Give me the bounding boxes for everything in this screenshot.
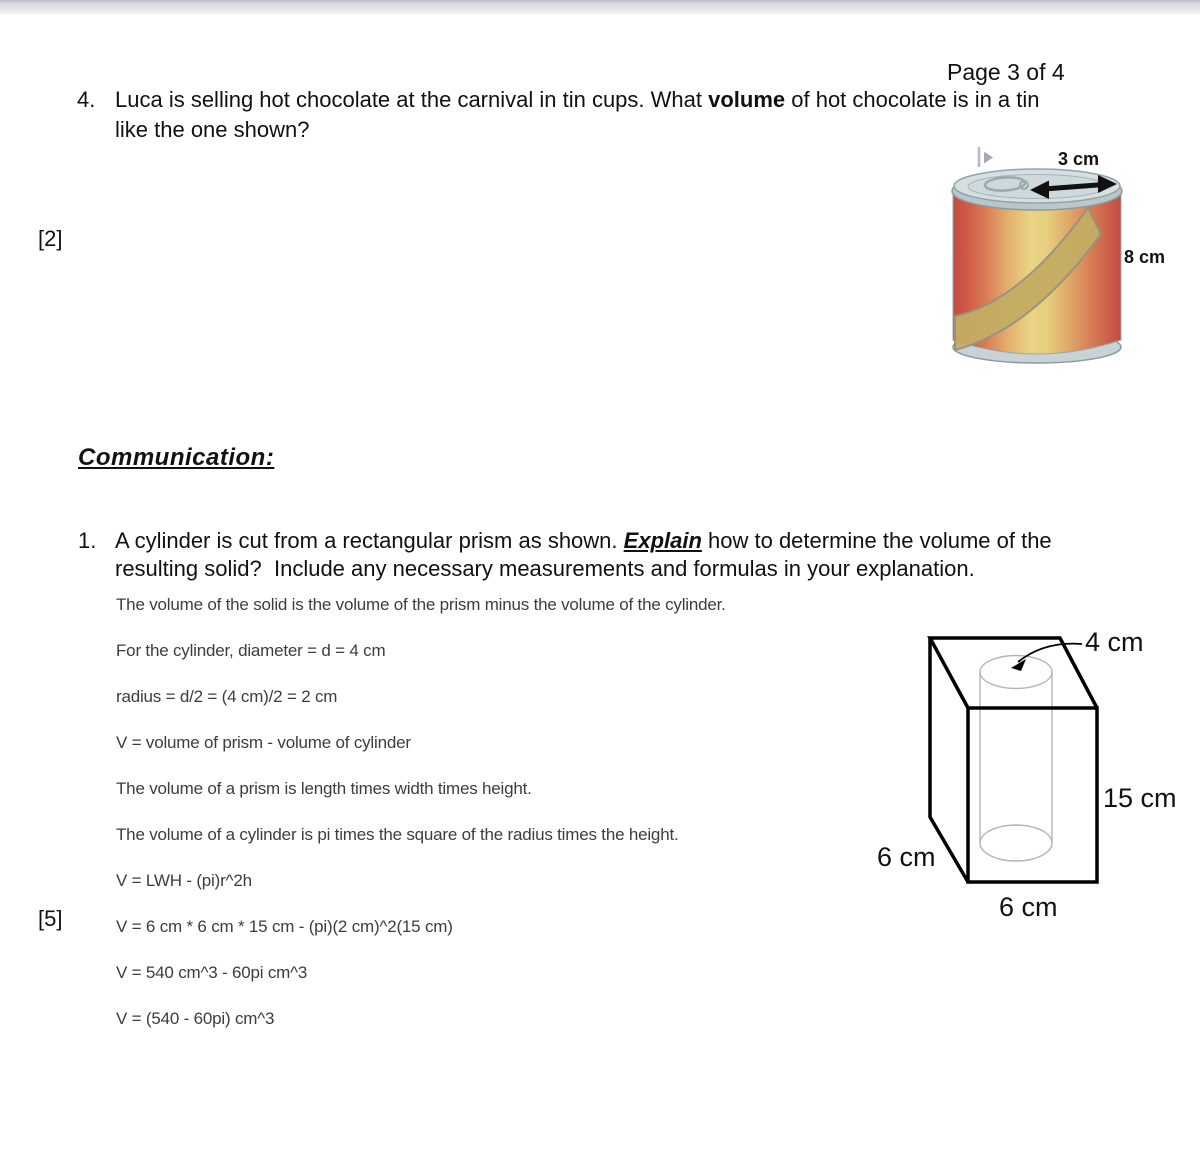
- question1-marks: [5]: [38, 906, 63, 931]
- page-indicator: Page 3 of 4: [947, 59, 1065, 85]
- question4-text-post: of hot chocolate is in a tin: [785, 87, 1040, 112]
- tin-can-figure: [930, 140, 1130, 375]
- answer-line: The volume of a cylinder is pi times the square of the radius times the height.: [116, 825, 679, 844]
- answer-line: V = 6 cm * 6 cm * 15 cm - (pi)(2 cm)^2(15 cm): [116, 917, 453, 936]
- question1-number: 1.: [78, 528, 97, 553]
- question4-number: 4.: [77, 87, 96, 112]
- answer-line: radius = d/2 = (4 cm)/2 = 2 cm: [116, 687, 338, 706]
- prism-edges: [930, 638, 1097, 882]
- answer-line: V = (540 - 60pi) cm^3: [116, 1009, 275, 1028]
- prism-height-label: 15 cm: [1103, 783, 1177, 813]
- text-cursor-icon: [979, 147, 993, 167]
- section-heading: Communication:: [78, 444, 275, 471]
- prism-width-label: 6 cm: [999, 892, 1058, 922]
- question1-line1: [115, 528, 1052, 554]
- question4-line1: [115, 87, 1040, 113]
- question1-line2: resulting solid? Include any necessary measurements and formulas in your explanation.: [115, 556, 975, 581]
- answer-block: [116, 582, 836, 1042]
- answer-line: For the cylinder, diameter = d = 4 cm: [116, 641, 386, 660]
- question4-line2: like the one shown?: [115, 117, 310, 142]
- question4-marks: [2]: [38, 226, 63, 251]
- question1-text-pre: A cylinder is cut from a rectangular prism as shown.: [115, 528, 624, 553]
- answer-line: The volume of the solid is the volume of the prism minus the volume of the cylinder.: [116, 595, 726, 614]
- answer-line: The volume of a prism is length times width times height.: [116, 779, 532, 798]
- prism-diameter-label: 4 cm: [1085, 627, 1144, 657]
- question1-text-post: how to determine the volume of the: [701, 528, 1052, 553]
- question4-text-bold: volume: [708, 87, 786, 112]
- tin-radius-label: 3 cm: [1058, 149, 1100, 169]
- answer-line: V = volume of prism - volume of cylinder: [116, 733, 411, 752]
- question1-text-bold: Explain: [623, 528, 702, 553]
- tin-height-label: 8 cm: [1124, 247, 1166, 267]
- answer-line: V = 540 cm^3 - 60pi cm^3: [116, 963, 308, 982]
- window-top-strip: [0, 0, 1200, 14]
- prism-depth-label: 6 cm: [877, 842, 936, 872]
- inner-cylinder: [980, 656, 1052, 862]
- answer-line: V = LWH - (pi)r^2h: [116, 871, 252, 890]
- question4-text-pre: Luca is selling hot chocolate at the carnival in tin cups. What: [115, 87, 709, 112]
